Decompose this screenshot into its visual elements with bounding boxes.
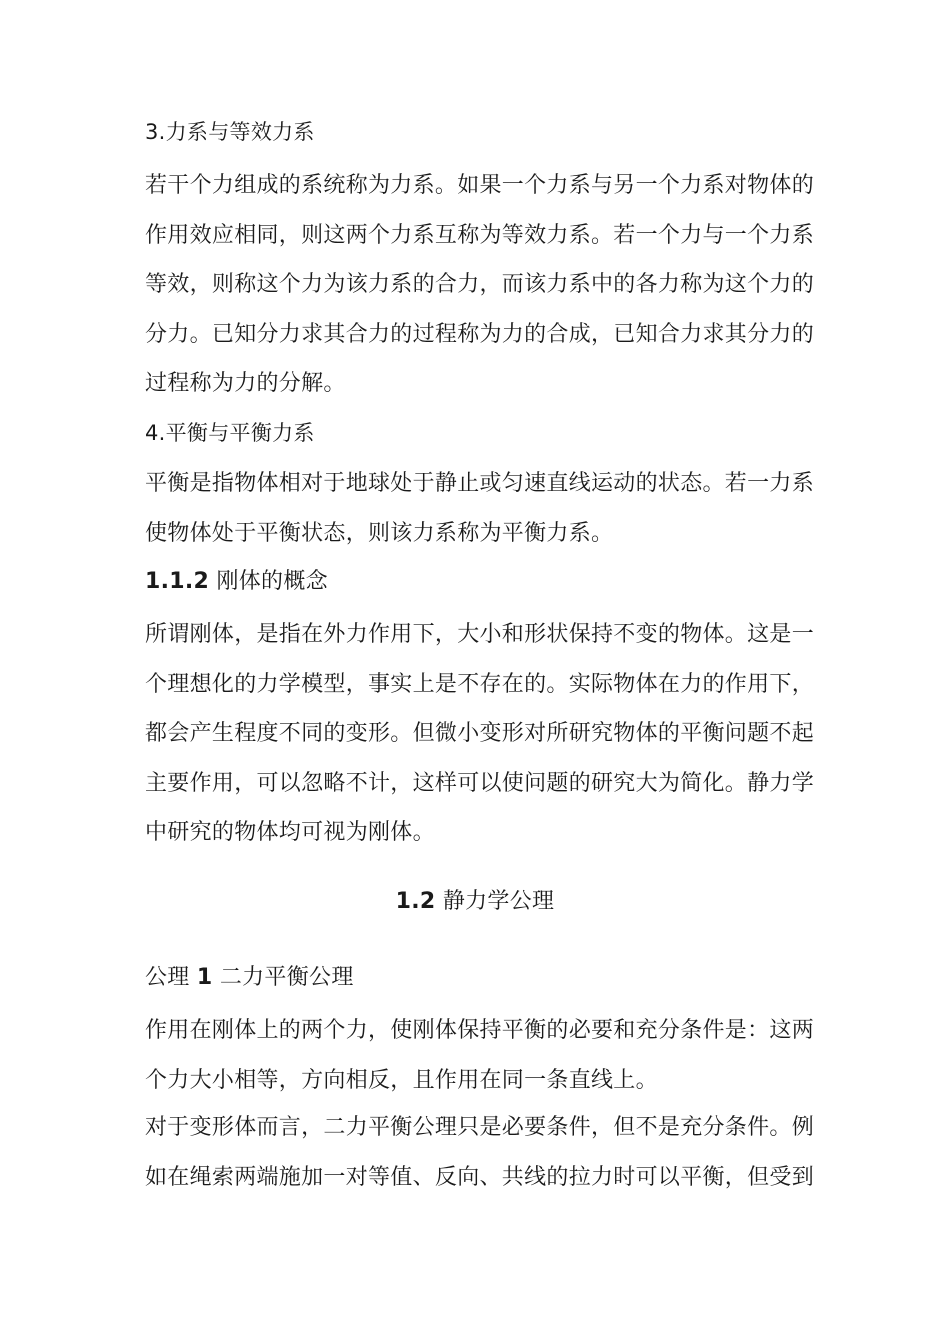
- paragraph-line: 对于变形体而言，二力平衡公理只是必要条件，但不是充分条件。例: [145, 1115, 815, 1140]
- section-3-heading: 3.力系与等效力系: [145, 120, 315, 144]
- paragraph-line: 作用效应相同，则这两个力系互称为等效力系。若一个力与一个力系: [145, 223, 815, 248]
- section-number: 1.2: [395, 889, 436, 914]
- paragraph-line: 使物体处于平衡状态，则该力系称为平衡力系。: [145, 521, 614, 546]
- paragraph-line: 个理想化的力学模型，事实上是不存在的。实际物体在力的作用下，: [145, 672, 815, 697]
- paragraph-line: 所谓刚体，是指在外力作用下，大小和形状保持不变的物体。这是一: [145, 622, 815, 647]
- paragraph-line: 过程称为力的分解。: [145, 371, 346, 396]
- paragraph-line: 作用在刚体上的两个力，使刚体保持平衡的必要和充分条件是：这两: [145, 1018, 815, 1043]
- paragraph-line: 个力大小相等，方向相反，且作用在同一条直线上。: [145, 1068, 658, 1093]
- paragraph-line: 若干个力组成的系统称为力系。如果一个力系与另一个力系对物体的: [145, 173, 815, 198]
- section-1-2-heading: [0, 887, 950, 917]
- paragraph-line: 分力。已知分力求其合力的过程称为力的合成，已知合力求其分力的: [145, 322, 815, 347]
- axiom-1-heading: [145, 963, 815, 993]
- axiom-title: 二力平衡公理: [219, 965, 354, 990]
- paragraph-line: 如在绳索两端施加一对等值、反向、共线的拉力时可以平衡，但受到: [145, 1165, 815, 1190]
- subsection-title: 刚体的概念: [216, 569, 328, 594]
- subsection-number: 1.1.2: [145, 569, 210, 594]
- subsection-1-1-2-heading: [145, 567, 815, 597]
- section-title: 静力学公理: [442, 889, 555, 914]
- axiom-number: 1: [196, 965, 213, 990]
- paragraph-line: 平衡是指物体相对于地球处于静止或匀速直线运动的状态。若一力系: [145, 471, 815, 496]
- paragraph-line: 中研究的物体均可视为刚体。: [145, 820, 435, 845]
- paragraph-line: 等效，则称这个力为该力系的合力，而该力系中的各力称为这个力的: [145, 272, 815, 297]
- paragraph-line: 都会产生程度不同的变形。但微小变形对所研究物体的平衡问题不起: [145, 721, 815, 746]
- axiom-prefix: 公理: [145, 965, 190, 990]
- paragraph-line: 主要作用，可以忽略不计，这样可以使问题的研究大为简化。静力学: [145, 771, 815, 796]
- section-4-heading: 4.平衡与平衡力系: [145, 421, 315, 445]
